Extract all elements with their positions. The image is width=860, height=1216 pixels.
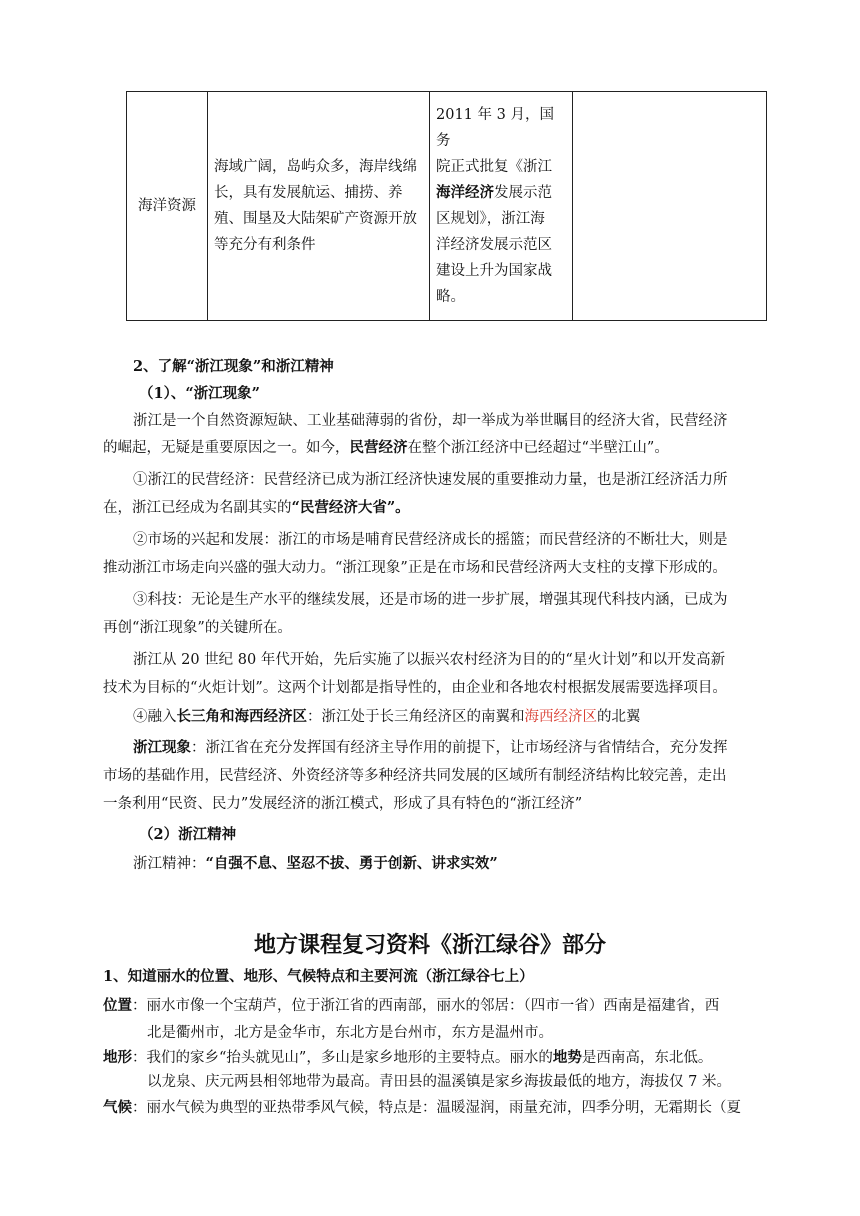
resource-condition-cell: 海域广阔，岛屿众多，海岸线绵长，具有发展航运、捕捞、养殖、围垦及大陆架矿产资源开放等充分有利条件	[208, 92, 430, 321]
paragraph-line: 北是衢州市，北方是金华市，东北方是台州市，东方是温州市。	[147, 1025, 553, 1041]
paragraph-line: 位置：丽水市像一个宝葫芦，位于浙江省的西南部，丽水的邻居：（四市一省）西南是福建省，西	[103, 997, 720, 1014]
resource-extra-cell	[573, 92, 767, 321]
resource-name-cell: 海洋资源	[127, 92, 208, 321]
paragraph-line: 在，浙江已经成为名副其实的“民营经济大省”。	[103, 499, 410, 516]
paragraph-line: 浙江精神：“自强不息、坚忍不拔、勇于创新、讲求实效”	[133, 855, 498, 872]
paragraph-line: 浙江从 20 世纪 80 年代开始，先后实施了以振兴农村经济为目的的“星火计划”和以开发高新	[133, 652, 726, 668]
paragraph-line: 一条利用“民资、民力”发展经济的浙江模式，形成了具有特色的“浙江经济”	[103, 796, 583, 812]
subsection-heading: （2）浙江精神	[139, 826, 237, 843]
policy-line: 院正式批复《浙江	[436, 159, 552, 175]
paragraph-line: 浙江现象：浙江省在充分发挥国有经济主导作用的前提下，让市场经济与省情结合，充分发挥	[133, 739, 728, 756]
policy-line: 略。	[436, 289, 465, 305]
paragraph-line: ③科技：无论是生产水平的继续发展，还是市场的进一步扩展，增强其现代科技内涵，已成为	[133, 592, 728, 608]
policy-line: 洋经济发展示范区	[436, 237, 552, 253]
paragraph-line: 推动浙江市场走向兴盛的强大动力。“浙江现象”正是在市场和民营经济两大支柱的支撑下形成的。	[103, 560, 727, 576]
paragraph-line: 再创“浙江现象”的关键所在。	[103, 620, 292, 636]
policy-line: 海洋经济发展示范	[436, 184, 552, 201]
resource-policy-cell	[430, 92, 573, 321]
paragraph-line: ②市场的兴起和发展：浙江的市场是哺育民营经济成长的摇篮；而民营经济的不断壮大，则是	[133, 532, 728, 548]
paragraph-line: ①浙江的民营经济：民营经济已成为浙江经济快速发展的重要推动力量，也是浙江经济活力所	[133, 472, 728, 488]
subsection-heading: （1）、“浙江现象”	[139, 385, 261, 402]
policy-line: 建设上升为国家战	[436, 263, 552, 279]
section-heading: 2、了解“浙江现象”和浙江精神	[133, 358, 334, 375]
policy-line: 区规划》，浙江海	[436, 211, 545, 227]
paragraph-line: ④融入长三角和海西经济区：浙江处于长三角经济区的南翼和海西经济区的北翼	[133, 708, 641, 725]
paragraph-line: 气候：丽水气候为典型的亚热带季风气候，特点是：温暖湿润，雨量充沛，四季分明，无霜期长（夏	[103, 1099, 741, 1116]
table-row	[127, 92, 767, 321]
paragraph-line: 市场的基础作用，民营经济、外资经济等多种经济共同发展的区域所有制经济结构比较完善，走出	[103, 768, 727, 784]
paragraph-line: 浙江是一个自然资源短缺、工业基础薄弱的省份，却一举成为举世瞩目的经济大省，民营经济	[133, 413, 728, 429]
paragraph-line: 技术为目标的“火炬计划”。这两个计划都是指导性的，由企业和各地农村根据发展需要选择项目。	[103, 680, 727, 696]
resource-table	[126, 91, 767, 321]
page-title: 地方课程复习资料《浙江绿谷》部分	[253, 932, 606, 958]
section-heading: 1、知道丽水的位置、地形、气候特点和主要河流（浙江绿谷七上）	[103, 968, 534, 985]
paragraph-line: 以龙泉、庆元两县相邻地带为最高。青田县的温溪镇是家乡海拔最低的地方，海拔仅 7 米。	[147, 1074, 731, 1090]
paragraph-line: 的崛起，无疑是重要原因之一。如今，民营经济在整个浙江经济中已经超过“半壁江山”。	[103, 439, 669, 456]
policy-line: 2011 年 3 月，国务	[436, 107, 554, 149]
paragraph-line: 地形：我们的家乡“抬头就见山”，多山是家乡地形的主要特点。丽水的地势是西南高，东北低。	[103, 1049, 713, 1066]
